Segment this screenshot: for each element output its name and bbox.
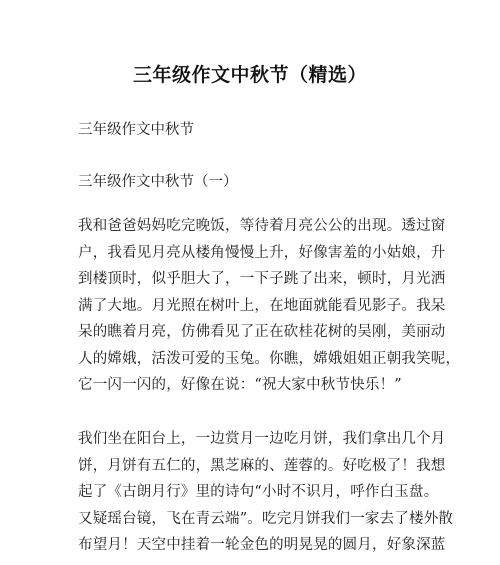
paragraph-line: 又疑瑶台镜，飞在青云端”。吃完月饼我们一家去了楼外散 <box>78 510 454 527</box>
paragraph-line: 起了《古朗月行》里的诗句“小时不识月，呼作白玉盘。 <box>78 484 439 500</box>
paragraph-line: 我们坐在阳台上，一边赏月一边吃月饼，我们拿出几个月 <box>78 431 446 447</box>
paragraph-2 <box>78 426 454 559</box>
paragraph-line: 我和爸爸妈妈吃完晚饭，等待着月亮公公的出现。透过窗 <box>78 218 446 234</box>
paragraph-line: 户，我看见月亮从楼角慢慢上升，好像害羞的小姑娘，升 <box>78 244 446 261</box>
document-title: 三年级作文中秋节（精选） <box>132 64 367 86</box>
paragraph-line: 饼，月饼有五仁的，黑芝麻的、莲蓉的。好吃极了！我想 <box>78 457 446 474</box>
paragraph-line: 到楼顶时，似乎胆大了，一下子跳了出来，顿时，月光洒 <box>78 271 446 287</box>
paragraph-line: 它一闪一闪的，好像在说：“祝大家中秋节快乐！” <box>78 377 402 393</box>
paragraph-line: 布望月！天空中挂着一轮金色的明晃晃的圆月，好象深蓝 <box>78 537 446 553</box>
paragraph-line: 满了大地。月光照在树叶上，在地面就能看见影子。我呆 <box>78 297 446 314</box>
paragraph-line: 人的嫦娥，活泼可爱的玉兔。你瞧，嫦娥姐姐正朝我笑呢， <box>78 350 461 367</box>
paragraph-1 <box>78 213 461 399</box>
paragraph-line: 呆的瞧着月亮，仿佛看见了正在砍桂花树的吴刚，美丽动 <box>78 324 446 340</box>
section-heading: 三年级作文中秋节 <box>78 122 194 138</box>
section-subheading: 三年级作文中秋节（一） <box>78 174 238 190</box>
